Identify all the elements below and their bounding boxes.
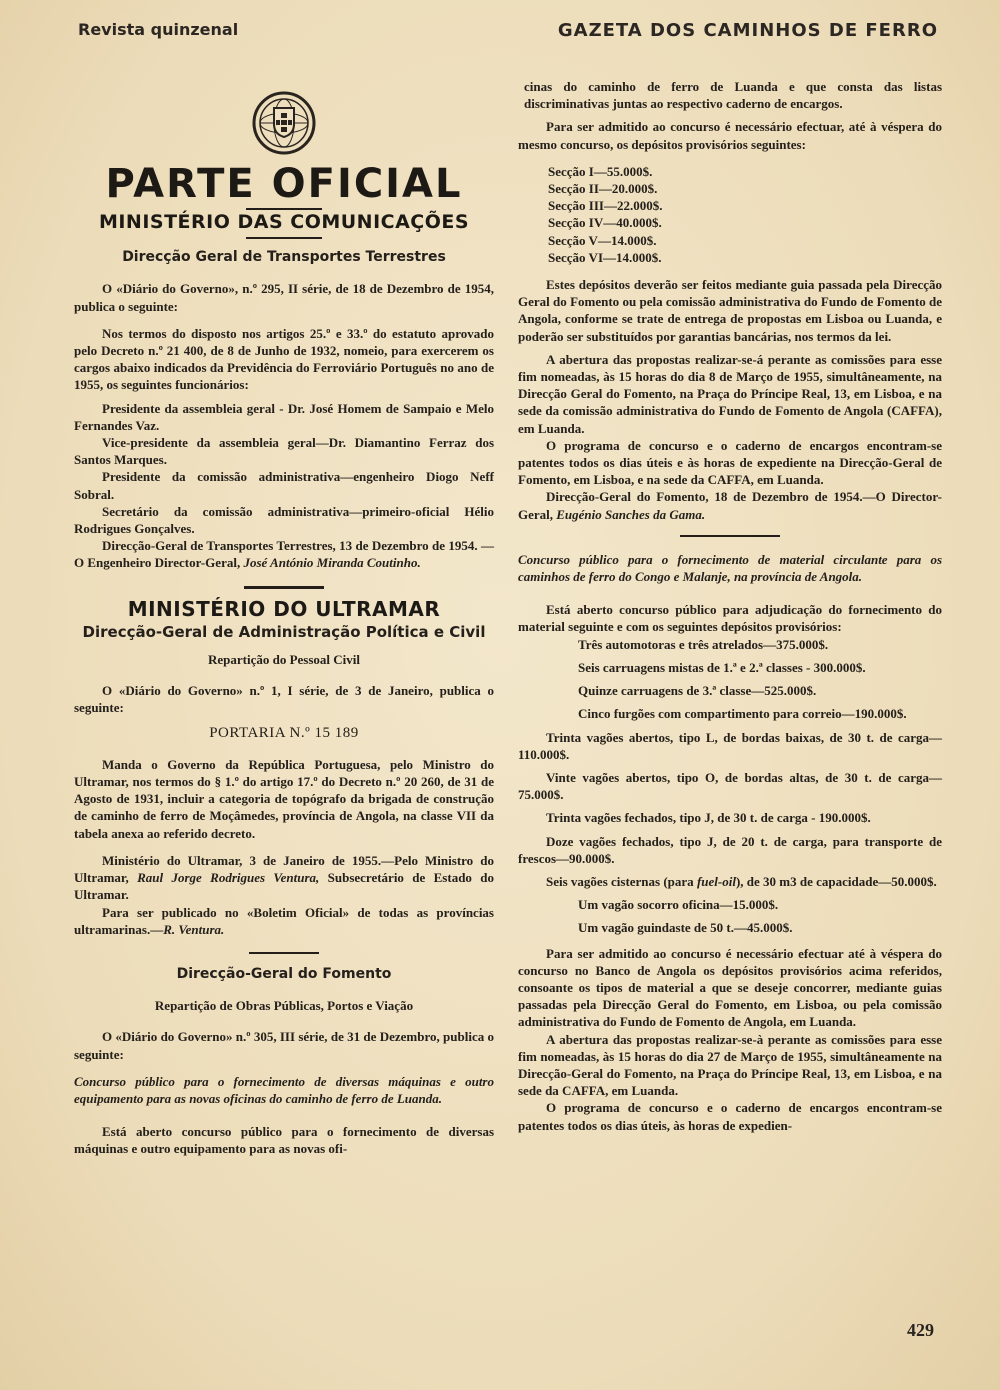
paragraph: O «Diário do Governo» n.º 305, III série, de 31 de Dezembro, publica o seguinte: xyxy=(74,1029,494,1062)
item-term: fuel-oil xyxy=(696,873,736,889)
list-item: Secção III—22.000$. xyxy=(548,198,663,214)
dateline: Direcção-Geral do Fomento, 18 de Dezembro de 1954.—O Director-Geral, xyxy=(518,489,942,522)
paragraph: Presidente da assembleia geral - Dr. José Homem de Sampaio e Melo Fernandes Vaz. xyxy=(74,400,494,433)
tender-title: Concurso público para o fornecimento de diversas máquinas e outro equipamento para as novas oficinas do caminho de ferro de Luanda. xyxy=(74,1073,494,1106)
left-column xyxy=(74,80,494,1164)
publication-title: GAZETA DOS CAMINHOS DE FERRO xyxy=(557,20,938,41)
signature-paragraph xyxy=(518,488,942,522)
paragraph: O «Diário do Governo» n.º 1, I série, de 3 de Janeiro, publica o seguinte: xyxy=(74,683,494,716)
paragraph: Secretário da comissão administrativa—primeiro-oficial Hélio Rodrigues Gonçalves. xyxy=(74,503,494,537)
paragraph: Está aberto concurso público para o fornecimento de diversas máquinas e outro equipamento para as novas ofi- xyxy=(74,1124,494,1157)
list-item: Um vagão socorro oficina—15.000$. xyxy=(578,897,779,913)
signature-paragraph xyxy=(74,852,494,904)
item-text: ), de 30 m3 de capacidade—50.000$. xyxy=(735,873,937,889)
right-column xyxy=(518,78,942,1140)
paragraph: Presidente da comissão administrativa—engenheiro Diogo Neff Sobral. xyxy=(74,469,494,502)
department-heading: Repartição de Obras Públicas, Portos e Viação xyxy=(154,998,414,1014)
divider xyxy=(680,535,780,537)
deposit-list xyxy=(548,163,942,266)
list-item: Trinta vagões fechados, tipo J, de 30 t. de carga - 190.000$. xyxy=(546,810,871,826)
ministry-communications-heading: MINISTÉRIO DAS COMUNICAÇÕES xyxy=(98,211,470,233)
paragraph: O «Diário do Governo», n.º 295, II série, de 18 de Dezembro de 1954, publica o seguinte: xyxy=(74,281,494,314)
list-item: Vinte vagões abertos, tipo O, de bordas altas, de 30 t. de carga—75.000$. xyxy=(518,769,942,803)
paragraph: O programa de concurso e o caderno de encargos encontram-se patentes todos os dias úteis, às horas de expedien- xyxy=(518,1100,942,1133)
publication-note xyxy=(74,904,494,938)
list-item: Secção V—14.000$. xyxy=(548,232,657,248)
signatory: Eugénio Sanches da Gama. xyxy=(556,506,706,522)
list-item: Secção IV—40.000$. xyxy=(548,215,662,231)
paragraph: Manda o Governo da República Portuguesa, pelo Ministro do Ultramar, nos termos do § 1.º do artigo 17.º do Decreto n.º 20 260, de 31 de Agosto de 1931, incluir a categoria de topógrafo da brigada de construção de caminho de ferro de Moçâmedes, província de Angola, na classe VII da tabela anexa ao referido decreto. xyxy=(74,756,494,841)
divider xyxy=(244,586,324,589)
list-item: Secção VI—14.000$. xyxy=(548,249,662,265)
dateline: Ministério do Ultramar, 3 de Janeiro de 1955.—Pelo Ministro do Ultramar, xyxy=(74,852,494,886)
paragraph: Nos termos do disposto nos artigos 25.º e 33.º do estatuto aprovado pelo Decreto n.º 21 400, de 8 de Junho de 1932, nomeio, para exercerem os cargos abaixo indicados da Previdência do Ferroviário Português no ano de 1955, os seguintes funcionários: xyxy=(74,325,494,393)
page-number: 429 xyxy=(907,1320,934,1340)
list-item: Um vagão guindaste de 50 t.—45.000$. xyxy=(578,920,793,936)
tender-title: Concurso público para o fornecimento de material circulante para os caminhos de ferro do Congo e Malanje, na província de Angola. xyxy=(518,551,942,585)
list-item: Secção I—55.000$. xyxy=(548,163,653,179)
paragraph: Está aberto concurso público para adjudicação do fornecimento do material seguinte e com os seguintes depósitos provisórios: xyxy=(518,602,942,635)
list-item: Cinco furgões com compartimento para correio—190.000$. xyxy=(578,706,907,722)
ministry-ultramar-heading: MINISTÉRIO DO ULTRAMAR xyxy=(127,596,441,621)
list-item: Secção II—20.000$. xyxy=(548,181,658,197)
signatory: R. Ventura. xyxy=(163,921,225,937)
paragraph: Estes depósitos deverão ser feitos mediante guia passada pela Direcção Geral do Fomento ou pela comissão administrativa do Fundo de Fomento de Angola, conforme se trate de entrega de propostas em Lisboa ou Luanda, e poderão ser substituídos por garantias bancárias, nos termos da lei. xyxy=(518,277,942,344)
paragraph: A abertura das propostas realizar-se-á perante as comissões para esse fim nomeadas, às 15 horas do dia 8 de Março de 1955, simultâneamente, na Direcção Geral do Fomento, na Praça do Príncipe Real, 13, em Lisboa, e na sede da comissão administrativa do Fundo de Fomento de Angola (CAFFA), em Luanda. xyxy=(518,351,942,436)
paragraph: cinas do caminho de ferro de Luanda e que consta das listas discriminativas juntas ao respectivo caderno de encargos. xyxy=(524,79,942,112)
department-heading: Repartição do Pessoal Civil xyxy=(207,652,360,668)
item-text: Seis vagões cisternas (para xyxy=(546,873,697,889)
portaria-heading: PORTARIA N.º 15 189 xyxy=(209,724,359,741)
paragraph: Para ser admitido ao concurso é necessário efectuar até à véspera do concurso no Banco de Angola os depósitos provisórios acima referidos, consoante os tipos de material a que se deseje concorrer, mediante guias passadas pela Direcção Geral do Fomento, em Lisboa, ou pela comissão administrativa do Fundo de Fomento de Angola, em Luanda. xyxy=(518,945,942,1030)
list-item: Quinze carruagens de 3.ª classe—525.000$. xyxy=(578,683,817,699)
list-item: Trinta vagões abertos, tipo L, de bordas baixas, de 30 t. de carga—110.000$. xyxy=(518,729,942,762)
running-header xyxy=(78,20,938,46)
note-text: Para ser publicado no «Boletim Oficial» de todas as províncias ultramarinas.— xyxy=(74,904,494,937)
title-underline xyxy=(246,208,322,210)
dateline: Direcção-Geral de Transportes Terrestres, 13 de Dezembro de 1954. — O Engenheiro Director-Geral, xyxy=(74,538,494,571)
paragraph: Para ser admitido ao concurso é necessário efectuar, até à véspera do mesmo concurso, os depósitos provisórios seguintes: xyxy=(518,119,942,152)
divider xyxy=(246,237,322,239)
paragraph: O programa de concurso e o caderno de encargos encontram-se patentes todos os dias úteis e às horas de expediente na Direcção-Geral de Fomento, em Lisboa, e na sede da CAFFA, em Luanda. xyxy=(518,437,942,488)
list-item: Seis carruagens mistas de 1.ª e 2.ª classes - 300.000$. xyxy=(578,659,866,675)
directorate-heading: Direcção-Geral de Administração Política e Civil xyxy=(82,622,486,641)
signatory: José António Miranda Coutinho. xyxy=(243,555,421,571)
paragraph: A abertura das propostas realizar-se-à perante as comissões para esse fim nomeadas, às 15 horas do dia 27 de Março de 1955, simultâneamente na Direcção-Geral do Fomento, na Praça do Príncipe Real, 13, em Lisboa, e na sede da CAFFA, em Luanda. xyxy=(518,1031,942,1099)
list-item: Doze vagões fechados, tipo J, de 20 t. de carga, para transporte de frescos—90.000$. xyxy=(518,833,942,866)
directorate-heading: Direcção Geral de Transportes Terrestres xyxy=(122,249,446,266)
list-item: Três automotoras e três atrelados—375.000$. xyxy=(578,636,829,652)
portuguese-coat-of-arms-icon xyxy=(250,86,318,156)
list-item xyxy=(518,873,942,890)
page-title: PARTE OFICIAL xyxy=(105,161,463,207)
signatory-title: Subsecretário de Estado do Ultramar. xyxy=(74,870,494,903)
signature-paragraph xyxy=(74,537,494,571)
divider xyxy=(249,952,319,954)
paragraph: Vice-presidente da assembleia geral—Dr. Diamantino Ferraz dos Santos Marques. xyxy=(74,435,494,468)
signatory: Raul Jorge Rodrigues Ventura, xyxy=(137,870,320,886)
publication-frequency: Revista quinzenal xyxy=(78,20,239,39)
directorate-heading: Direcção-Geral do Fomento xyxy=(176,965,392,982)
